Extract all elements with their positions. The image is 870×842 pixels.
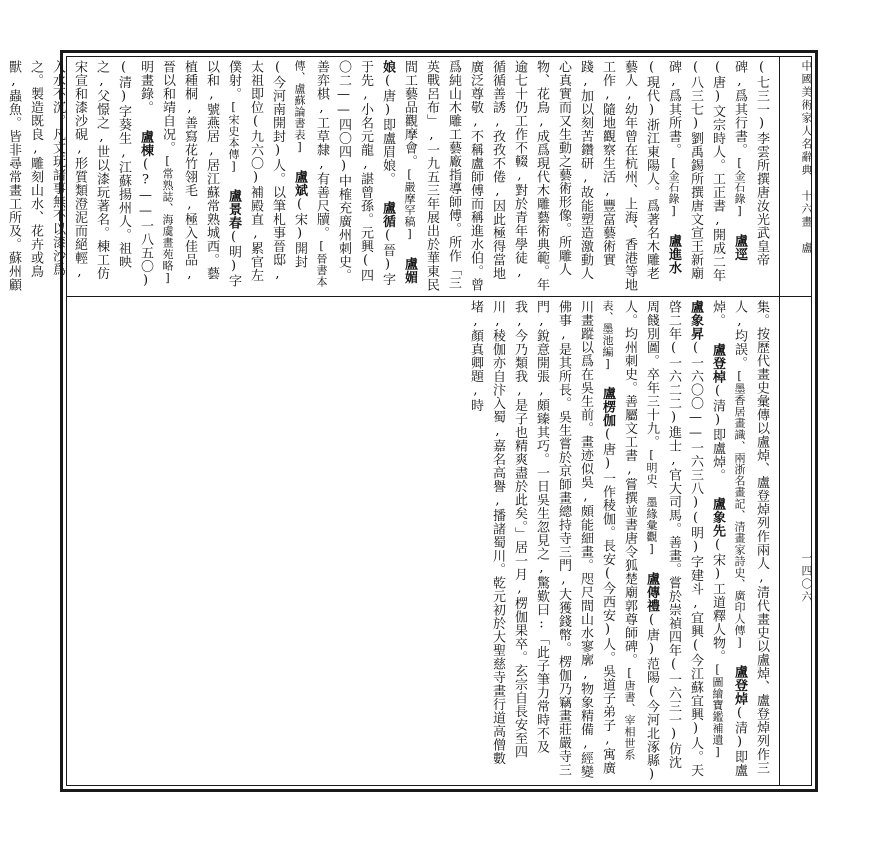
entry: 盧楞伽(唐)一作稜伽。長安(今西安)人。吳道子弟子,寓廣川畫蹤以爲在吳生前。畫迹似吳,頗能細畫。咫尺間山水寥廓,物象精備,經變佛事,是其所長。吳生嘗於京師畫總持寺三門,大獲錢幣。楞伽乃竊畫莊嚴寺三門,銳意開張,頗臻其巧。一日吳生忽見之,驚歎曰:「此子筆力常時不及我,今乃類我,是子也精爽盡於此矣。」居一月,楞伽果卒。玄宗自長安至四川,稜伽亦自汴入蜀,嘉名高譽,播諸蜀川。乾元初於大聖慈寺畫行道高僧數堵,顏真卿題,時 <box>468 300 615 779</box>
top-text-block <box>6 60 772 292</box>
entry: 盧傳禮(唐)范陽(今河北涿縣)人。均州刺史。善屬文工書,嘗撰並書唐令狐楚廟郭尊師碑。[唐書、宰相世系表、墨池編] <box>601 300 659 782</box>
entry: 盧循(晉)字于先,小名元龍,諶曾孫。元興(四〇二——四〇四)中榷充廣州刺史。善弈棋,工草隸,有善尺牘。[晉書本傳、盧蘇論書表] <box>293 60 395 288</box>
header-divider <box>779 56 780 786</box>
entry: 盧媚娘(唐)即盧眉娘。 <box>380 60 417 284</box>
entry: 盧棟(?——一八五〇)(清)字葵生,江蘇揚州人。祖映之,父憬之,世以漆玩著名。棟工仿宋宣和漆沙硯,形質類澄泥而絕輕,入水不沉。凡文玩諸事無不以漆沙爲之。製造既良,雕刻山水、花卉或鳥獸,蟲魚。皆非尋常畫工所及。蘇州顧 <box>6 60 153 292</box>
radical-label: 盧 <box>800 242 813 255</box>
entry: 盧景春(明)字以和,號燕居,居江蘇常熟城西。藝植種桐,善寫花竹翎毛,極入佳品,晉以和靖自况。[常熟誌、海虞畫苑略] <box>160 60 241 288</box>
entry: 盧逕(唐)文宗時人。工正書,開成二年(八三七)劉禹錫所撰唐文宣王新廟碑,爲其所書。[金石錄] <box>666 60 747 282</box>
entry: 明畫錄。 <box>138 60 153 114</box>
entry: 盧象昇(一六〇〇——一六三八)(明)字建斗,宜興(今江蘇宜興)人。天啓二年(一六二二)進士,官大司馬。善畫。嘗於崇禎四年(一六三一)仿沈周餞別圖。卒年三十九。[明史、墨緣彙觀] <box>644 300 703 777</box>
entry: 集。按歷代畫史彙傳以盧焯、盧登焯列作兩人,清代畫史以盧焯、盧登焯列作三人,均誤。[墨香居畫識、兩浙名畫記、清畫家詩史、廣印人傳] <box>732 300 769 775</box>
entry: 盧登焯(清)即盧焯。 <box>710 300 747 777</box>
section-divider <box>66 296 812 297</box>
running-header <box>785 60 813 420</box>
entry: 盧象先(宋)工道釋人物。[圖繪寶鑑補遺] <box>710 497 725 759</box>
entry: 盧進水(現代)浙江東陽人。爲著名木雕老藝人,幼年曾在杭州、上海、香港等地工作,隨地觀察生活,豐富藝術實踐,加以刻苦鑽研,故能塑造激動人心真實而又生動之藝術形像。所雕人物、花鳥,成爲現代木雕藝術典範。年逾七十仍工作不輟,對於青年學徒,循循善誘,孜孜不倦,因此極得當地廣泛尊敬,不稱盧師傅而稱進水伯。曾爲純山木雕工藝廠指導師傅。所作「三英戰呂布」,一九五三年展出於華東民間工藝品觀摩會。[嚴摩罕稿] <box>402 60 681 292</box>
entry: (七三一)李雲所撰唐汝光武皇帝碑,爲其行書。[金石錄] <box>732 60 769 267</box>
entry: 盧登棹(清)即盧焯。 <box>710 342 725 482</box>
book-title: 中國美術家人名辭典 <box>800 60 813 177</box>
entry: 盧斌(宋)開封(今河南開封)人。以筆札事晉邸,太祖即位(九六〇)補殿直,累官左僕射。[宋史本傳] <box>226 60 307 282</box>
bottom-text-block <box>72 300 772 782</box>
page-number: 一四〇六 <box>800 552 813 604</box>
section-label: 十六畫 <box>800 190 813 229</box>
